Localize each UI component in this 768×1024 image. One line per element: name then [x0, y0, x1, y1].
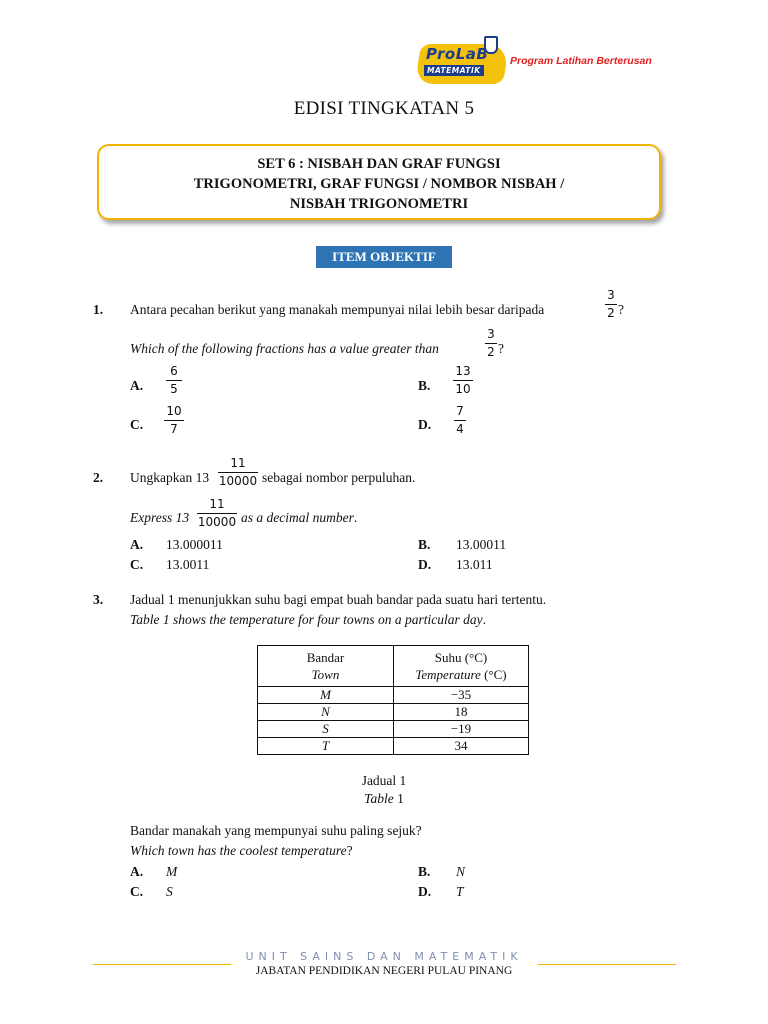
- question-3-text-ms: Jadual 1 menunjukkan suhu bagi empat buah bandar pada suatu hari tertentu.: [130, 592, 547, 607]
- table-caption-ms: Jadual 1: [361, 773, 407, 788]
- table-header-town-en: Town: [311, 667, 340, 682]
- table-header-temp-en: Temperature: [415, 667, 481, 682]
- table-caption-en-number: 1: [393, 791, 404, 806]
- footer-unit-name: UNIT SAINS DAN MATEMATIK: [245, 950, 523, 963]
- question-2-number: 2.: [93, 470, 104, 485]
- question-2-text-en-start: Express 13: [130, 510, 190, 525]
- question-2-text-en-body: as a decimal number: [241, 510, 354, 525]
- q3-option-a-letter: A.: [130, 864, 144, 879]
- table-cell-town: M: [258, 687, 394, 704]
- q2-option-c-value: 13.0011: [166, 557, 210, 572]
- question-3-text-en: [130, 612, 486, 628]
- q2-fraction-en: [197, 497, 237, 530]
- fraction-numerator: 7: [456, 404, 464, 418]
- question-3-prompt-ms: Bandar manakah yang mempunyai suhu paling sejuk?: [130, 823, 422, 838]
- fraction-numerator: 11: [230, 456, 246, 470]
- question-3-prompt-en: [130, 843, 353, 859]
- fraction-bar: [164, 420, 184, 421]
- q2-option-c-letter: C.: [130, 557, 144, 572]
- fraction-bar: [485, 343, 497, 344]
- table-cell-town: N: [258, 704, 394, 721]
- q1-option-d-fraction: [454, 404, 466, 437]
- fraction-bar: [197, 513, 237, 514]
- fraction-bar: [166, 380, 182, 381]
- set-title-line-1: SET 6 : NISBAH DAN GRAF FUNGSI: [257, 156, 501, 172]
- fraction-denominator: 5: [170, 382, 178, 396]
- set-title-line-3: NISBAH TRIGONOMETRI: [289, 196, 469, 212]
- fraction-bar: [454, 420, 466, 421]
- fraction-bar: [453, 380, 473, 381]
- table-cell-temperature: −35: [394, 687, 529, 704]
- table-header-temp-ms: Suhu (°C): [434, 650, 488, 665]
- footer-department: JABATAN PENDIDIKAN NEGERI PULAU PINANG: [255, 965, 513, 977]
- fraction-denominator: 4: [456, 422, 464, 436]
- q1-ref-fraction-en: [485, 327, 497, 360]
- q2-option-a-value: 13.000011: [166, 537, 223, 552]
- fraction-denominator: 10000: [197, 515, 237, 529]
- fraction-numerator: 6: [170, 364, 178, 378]
- logo-subtext: MATEMATIK: [424, 65, 484, 76]
- edition-heading: EDISI TINGKATAN 5: [293, 98, 475, 119]
- section-badge: ITEM OBJEKTIF: [316, 246, 452, 268]
- table-cell-temperature: −19: [394, 721, 529, 738]
- fraction-numerator: 3: [487, 327, 495, 341]
- q1-ref-fraction-ms: [605, 288, 617, 321]
- q1-option-c-letter: C.: [130, 417, 144, 432]
- table-header-row: [258, 646, 529, 687]
- q3-option-d-value: T: [456, 884, 464, 899]
- q1-option-d-letter: D.: [418, 417, 432, 432]
- q3-option-d-letter: D.: [418, 884, 432, 899]
- table-header-town-ms: Bandar: [306, 650, 345, 665]
- fraction-denominator: 7: [170, 422, 178, 436]
- q1-option-c-fraction: [164, 404, 184, 437]
- question-3-text-en-table-word: Table: [130, 612, 160, 627]
- q3-option-b-value: N: [456, 864, 466, 879]
- fraction-numerator: 10: [166, 404, 182, 418]
- table-cell-town: T: [258, 738, 394, 755]
- q1-option-b-letter: B.: [418, 378, 431, 393]
- table-header-temp-unit: (°C): [480, 667, 507, 682]
- table-cell-temperature: 34: [394, 738, 529, 755]
- question-3-number: 3.: [93, 592, 104, 607]
- fraction-numerator: 13: [455, 364, 471, 378]
- table-row: [258, 704, 529, 721]
- q2-option-b-letter: B.: [418, 537, 431, 552]
- q1-question-mark-en: ?: [498, 341, 504, 356]
- question-3-text-en-body: 1 shows the temperature for four towns on a particular day: [159, 612, 483, 627]
- fraction-bar: [605, 304, 617, 305]
- table-row: [258, 687, 529, 704]
- q2-option-a-letter: A.: [130, 537, 144, 552]
- question-3-text-en-period: .: [482, 612, 487, 627]
- table-cell-town: S: [258, 721, 394, 738]
- question-2-text-ms-end: sebagai nombor perpuluhan.: [262, 470, 416, 485]
- q3-option-c-letter: C.: [130, 884, 144, 899]
- q2-option-d-value: 13.011: [456, 557, 493, 572]
- q3-option-a-value: M: [166, 864, 178, 879]
- q1-option-a-letter: A.: [130, 378, 144, 393]
- question-3-prompt-en-mark: ?: [346, 843, 353, 858]
- temperature-table: [257, 645, 529, 755]
- q3-option-c-value: S: [166, 884, 173, 899]
- table-cell-temperature: 18: [394, 704, 529, 721]
- logo-text: ProLaB: [426, 45, 489, 63]
- question-3-prompt-en-body: Which town has the coolest temperature: [130, 843, 347, 858]
- set-title-line-2: TRIGONOMETRI, GRAF FUNGSI / NOMBOR NISBAH /: [193, 176, 565, 192]
- table-header-temperature: [394, 646, 529, 687]
- table-caption-en-word: Table: [364, 791, 394, 806]
- question-1-number: 1.: [93, 302, 104, 317]
- fraction-denominator: 10: [455, 382, 471, 396]
- q3-option-b-letter: B.: [418, 864, 431, 879]
- question-1-text-en: Which of the following fractions has a value greater than: [130, 341, 439, 356]
- fraction-numerator: 3: [607, 288, 615, 302]
- q2-option-b-value: 13.00011: [456, 537, 507, 552]
- prolab-logo: [418, 40, 506, 86]
- fraction-denominator: 2: [487, 345, 495, 359]
- question-2-text-en-end: [241, 510, 357, 526]
- fraction-numerator: 11: [209, 497, 225, 511]
- program-label: Program Latihan Berterusan: [510, 55, 652, 67]
- table-header-town: [258, 646, 394, 687]
- question-2-period: .: [353, 510, 358, 525]
- table-row: [258, 738, 529, 755]
- q2-option-d-letter: D.: [418, 557, 432, 572]
- q1-question-mark-ms: ?: [618, 302, 624, 317]
- set-title-box: [97, 144, 661, 220]
- fraction-denominator: 10000: [218, 474, 258, 488]
- fraction-bar: [218, 472, 258, 473]
- fraction-denominator: 2: [607, 306, 615, 320]
- q1-option-a-fraction: [166, 364, 182, 397]
- q1-option-b-fraction: [453, 364, 473, 397]
- table-caption-en: [0, 791, 768, 807]
- question-2-text-ms-start: Ungkapkan 13: [130, 470, 210, 485]
- table-row: [258, 721, 529, 738]
- question-1-text-ms: Antara pecahan berikut yang manakah mempunyai nilai lebih besar daripada: [130, 302, 545, 317]
- q2-fraction-ms: [218, 456, 258, 489]
